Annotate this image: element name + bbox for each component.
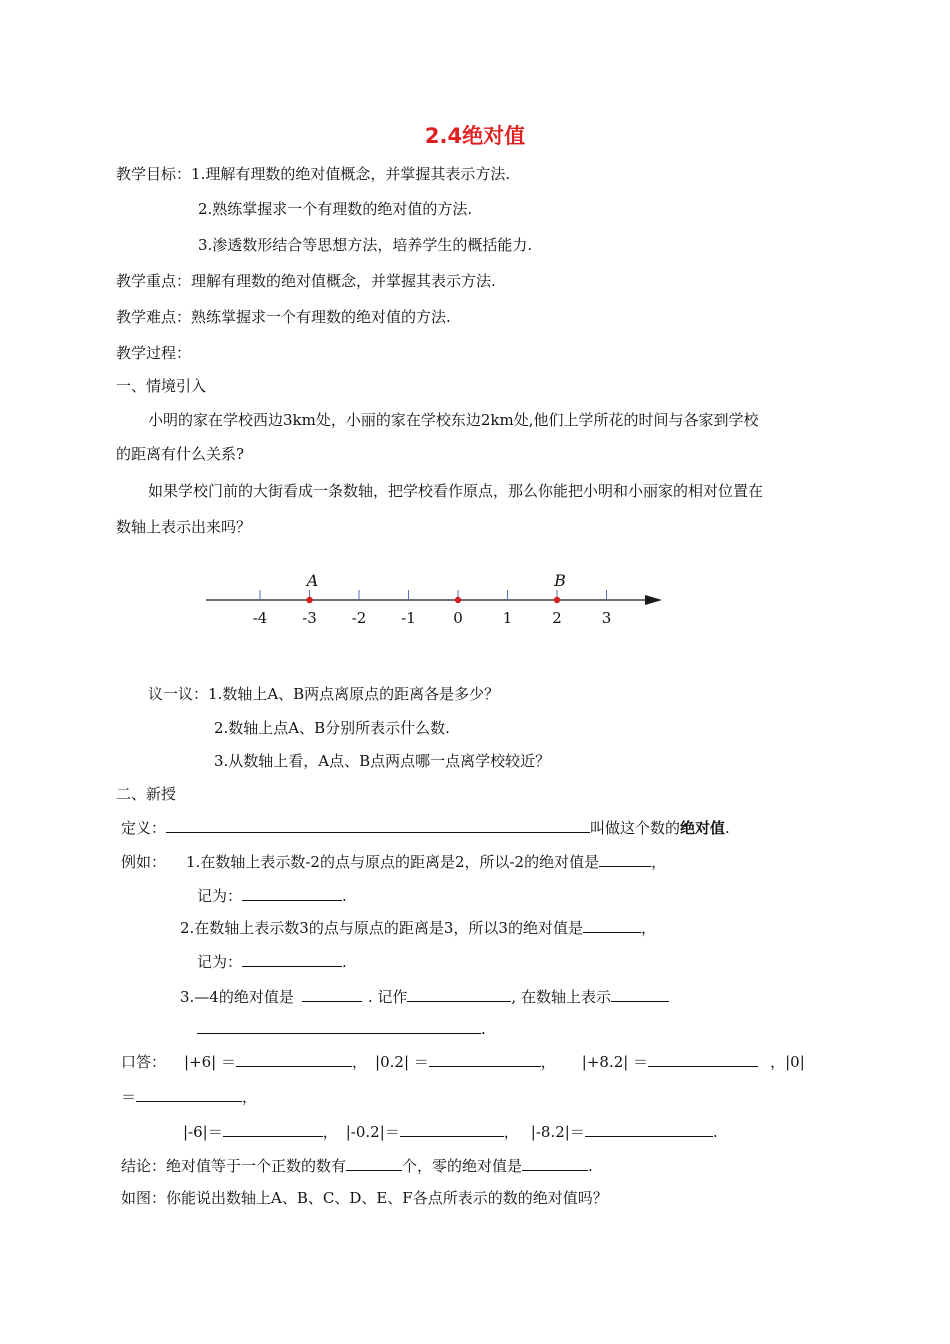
number-line-figure <box>190 560 680 640</box>
process-label: 教学过程： <box>116 344 192 362</box>
key-point: 教学重点：理解有理数的绝对值概念，并掌握其表示方法. <box>116 272 496 290</box>
example-3-end: . <box>481 1020 486 1038</box>
oral-abs-plus-8-2: |+8.2| ＝ <box>581 1053 649 1071</box>
record-label: 记为： <box>197 953 243 971</box>
example-3-blank-1[interactable] <box>302 985 362 1002</box>
oral-blank-3[interactable] <box>648 1050 758 1067</box>
example-3-c: , 在数轴上表示 <box>511 988 611 1006</box>
oral-eq-0: ＝ <box>121 1088 137 1106</box>
point-dot <box>306 597 312 603</box>
point-label: B <box>554 571 566 590</box>
record-label: 记为： <box>197 887 243 905</box>
discuss-1 <box>148 683 499 705</box>
oral-sep-4: ， <box>242 1088 258 1106</box>
record-blank-1[interactable] <box>242 884 342 901</box>
difficulty: 教学难点：熟练掌握求一个有理数的绝对值的方法. <box>116 308 451 326</box>
oral-sep-1: ， <box>352 1053 368 1071</box>
point-label: A <box>306 571 319 590</box>
example-3-blank-3[interactable] <box>611 985 669 1002</box>
example-2-line <box>180 916 656 939</box>
section1-heading: 一、情境引入 <box>116 377 207 395</box>
tick-label: 1 <box>502 609 513 627</box>
oral-end: . <box>712 1123 718 1141</box>
discuss-label: 议一议： <box>148 685 209 703</box>
oral-abs-minus-8-2: |-8.2|＝ <box>530 1123 585 1141</box>
paragraph-2-line-1: 如果学校门前的大街看成一条数轴，把学校看作原点，那么你能把小明和小丽家的相对位置在 <box>148 482 764 500</box>
definition-line <box>121 816 730 839</box>
oral-sep-5: ， <box>322 1123 338 1141</box>
definition-suffix: 叫做这个数的 <box>590 819 681 837</box>
record-blank-2[interactable] <box>242 950 342 967</box>
discuss-2: 2.数轴上点A、B分别所表示什么数. <box>214 719 450 737</box>
oral-label: 口答： <box>121 1053 167 1071</box>
objective-item: 1.理解有理数的绝对值概念，并掌握其表示方法. <box>191 165 511 183</box>
record-end: . <box>342 953 347 971</box>
example-3-b: . 记作 <box>367 988 408 1006</box>
oral-abs-plus-6: |+6| ＝ <box>184 1053 237 1071</box>
oral-sep-2: ， <box>540 1053 556 1071</box>
definition-blank[interactable] <box>166 816 590 833</box>
discuss-item: 1.数轴上A、B两点离原点的距离各是多少？ <box>208 685 500 703</box>
conclusion-blank-1[interactable] <box>346 1154 402 1171</box>
example-2-blank[interactable] <box>583 916 641 933</box>
tick-label: 3 <box>601 609 612 627</box>
oral-sep-3: ， <box>770 1053 786 1071</box>
conclusion-b: 个，零的绝对值是 <box>402 1157 523 1175</box>
oral-blank-6[interactable] <box>400 1120 504 1137</box>
oral-abs-0-2: |0.2| ＝ <box>375 1053 429 1071</box>
point-dot <box>554 597 560 603</box>
example-3-line-2 <box>197 1017 486 1040</box>
oral-line-2 <box>121 1085 257 1108</box>
page-title: 2.4绝对值 <box>424 124 526 148</box>
example-3-a: 3.—4的绝对值是 <box>180 988 294 1006</box>
example-label: 例如： <box>121 853 167 871</box>
oral-line-3 <box>183 1120 718 1143</box>
example-3-line <box>180 985 669 1008</box>
oral-blank-1[interactable] <box>236 1050 352 1067</box>
conclusion-end: . <box>588 1157 593 1175</box>
paragraph-1-line-2: 的距离有什么关系? <box>116 445 245 463</box>
oral-abs-minus-6: |-6|＝ <box>183 1123 223 1141</box>
example-1-line <box>121 850 666 873</box>
oral-line-1 <box>121 1050 805 1073</box>
oral-abs-minus-0-2: |-0.2|＝ <box>345 1123 400 1141</box>
tick-label: 2 <box>552 609 562 627</box>
example-3-blank-2[interactable] <box>407 985 511 1002</box>
section2-heading: 二、新授 <box>116 785 177 803</box>
example-1-end: ， <box>651 853 667 871</box>
objectives-label: 教学目标： <box>116 165 192 183</box>
definition-prefix: 定义： <box>121 819 167 837</box>
objective-1 <box>116 163 510 185</box>
conclusion-blank-2[interactable] <box>522 1154 588 1171</box>
oral-blank-7[interactable] <box>585 1120 713 1137</box>
discuss-3: 3.从数轴上看，A点、B点两点哪一点离学校较近？ <box>214 752 551 770</box>
oral-abs-0: |0| <box>785 1053 805 1071</box>
axis-arrow-icon <box>645 595 662 605</box>
record-end: . <box>342 887 347 905</box>
oral-blank-2[interactable] <box>429 1050 541 1067</box>
example-2-record <box>197 950 347 973</box>
tick-label: -3 <box>302 609 317 627</box>
definition-end: . <box>725 819 730 837</box>
example-3-blank-4[interactable] <box>197 1017 481 1034</box>
oral-blank-4[interactable] <box>136 1085 242 1102</box>
objective-3: 3.渗透数形结合等思想方法，培养学生的概括能力. <box>198 236 533 254</box>
example-2-text: 2.在数轴上表示数3的点与原点的距离是3，所以3的绝对值是 <box>180 919 583 937</box>
example-1-text: 1.在数轴上表示数-2的点与原点的距离是2，所以-2的绝对值是 <box>186 853 600 871</box>
example-1-record <box>197 884 347 907</box>
paragraph-1-line-1: 小明的家在学校西边3km处，小丽的家在学校东边2km处,他们上学所花的时间与各家到学校 <box>148 411 759 429</box>
definition-term: 绝对值 <box>680 819 726 837</box>
origin-dot <box>455 597 461 603</box>
example-2-end: ， <box>640 919 656 937</box>
objective-2: 2.熟练掌握求一个有理数的绝对值的方法. <box>198 200 473 218</box>
tick-label: -1 <box>401 609 416 627</box>
conclusion-line <box>121 1154 593 1177</box>
paragraph-2-line-2: 数轴上表示出来吗？ <box>116 518 252 536</box>
oral-sep-6: ， <box>503 1123 519 1141</box>
tick-label: -2 <box>351 609 367 627</box>
oral-blank-5[interactable] <box>223 1120 323 1137</box>
figure-question: 如图：你能说出数轴上A、B、C、D、E、F各点所表示的数的绝对值吗？ <box>121 1189 608 1207</box>
example-1-blank[interactable] <box>599 850 651 867</box>
tick-label: 0 <box>453 609 463 627</box>
tick-label: -4 <box>252 609 268 627</box>
conclusion-a: 结论：绝对值等于一个正数的数有 <box>121 1157 347 1175</box>
